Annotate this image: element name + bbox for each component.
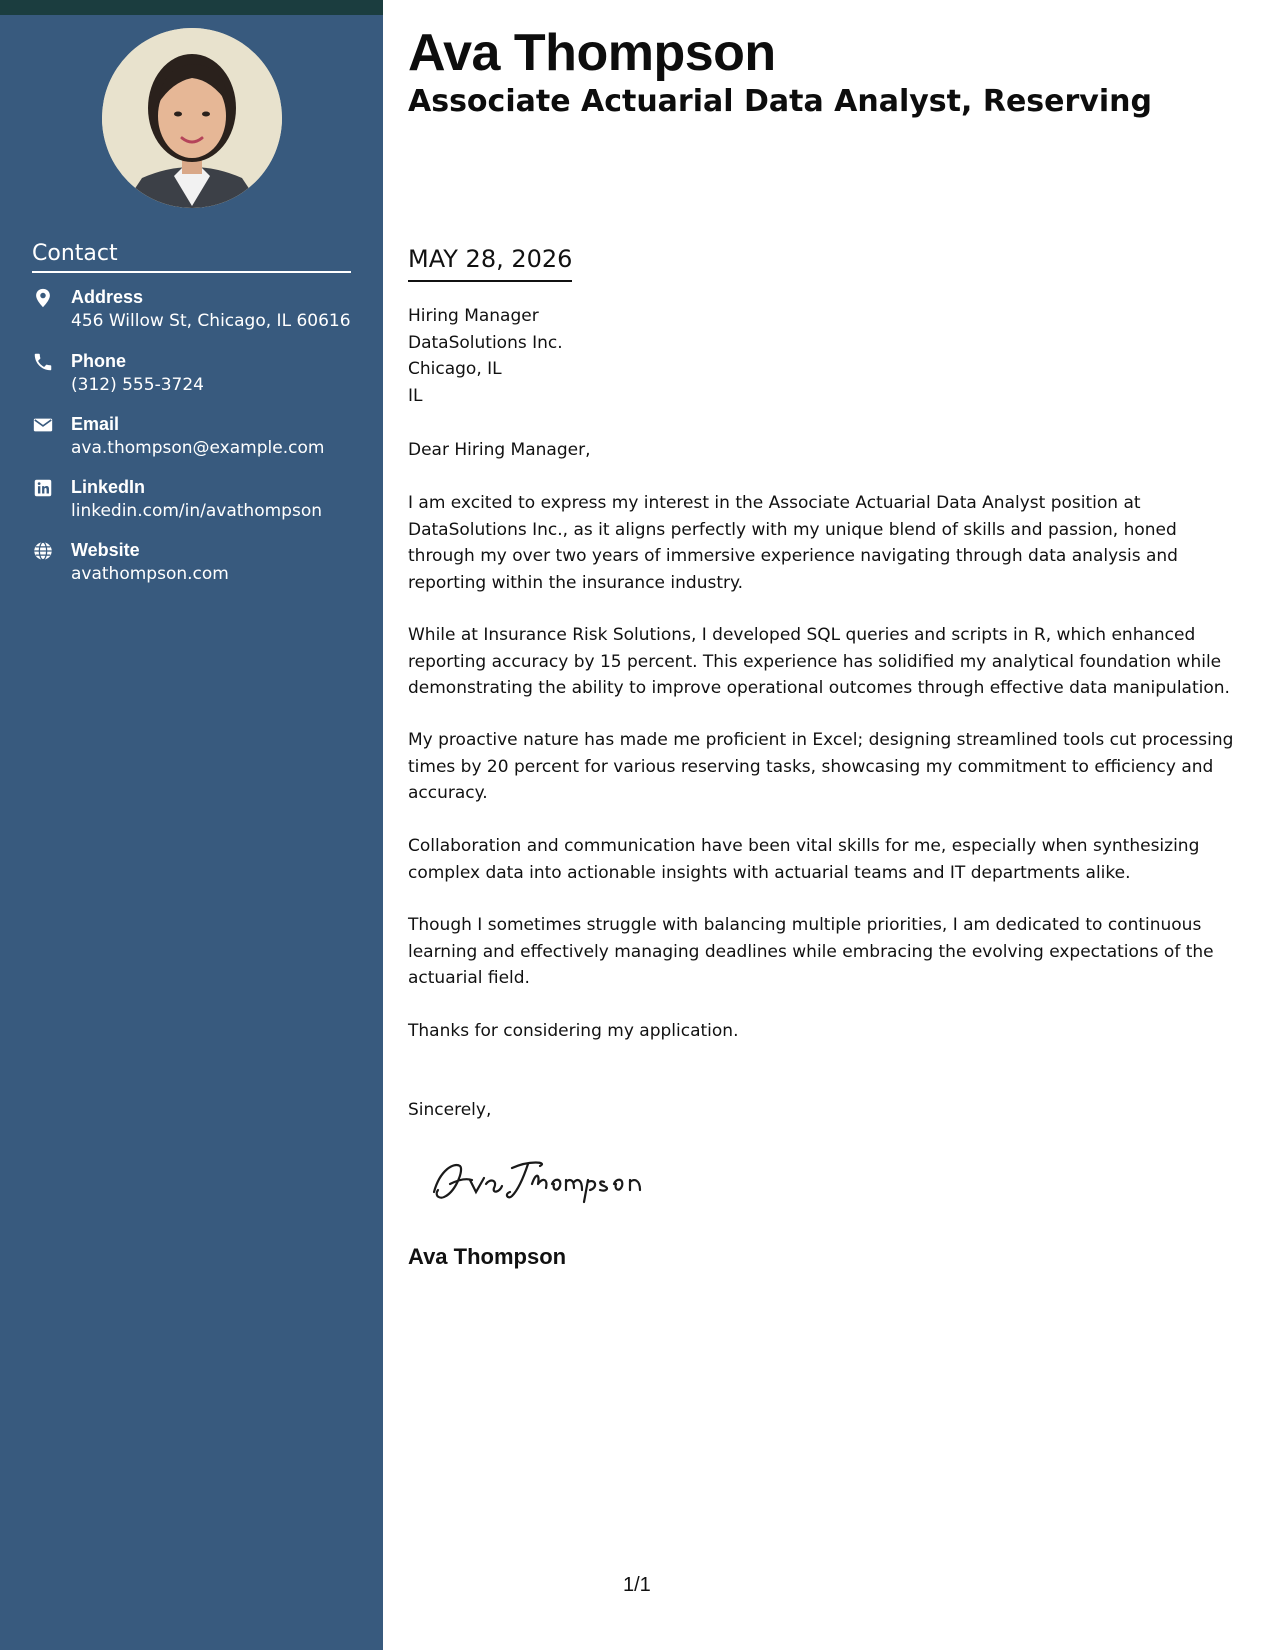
recipient-line: DataSolutions Inc. — [408, 332, 563, 353]
letter-date: MAY 28, 2026 — [408, 243, 572, 282]
recipient-line: IL — [408, 385, 423, 406]
recipient-line: Hiring Manager — [408, 306, 539, 326]
recipient-line: Chicago, IL — [408, 359, 502, 379]
contact-value: ava.thompson@example.com — [71, 438, 325, 458]
job-title: Associate Actuarial Data Analyst, Reserving — [408, 84, 1152, 119]
recipient-block — [408, 303, 563, 409]
envelope-icon — [32, 414, 54, 436]
contact-value: (312) 555-3724 — [71, 375, 204, 395]
salutation: Dear Hiring Manager, — [408, 440, 591, 460]
map-pin-icon — [32, 287, 54, 309]
contact-value: 456 Willow St, Chicago, IL 60616 — [71, 311, 351, 331]
contact-label: Website — [71, 540, 140, 560]
contact-value: avathompson.com — [71, 564, 229, 584]
contact-heading: Contact — [32, 240, 351, 273]
contact-label: Address — [71, 287, 144, 307]
contact-value: linkedin.com/in/avathompson — [71, 501, 322, 521]
signature-text: Ava Thompson — [420, 1150, 428, 1151]
body-paragraph: While at Insurance Risk Solutions, I developed SQL queries and scripts in R, which enhanced reporting accuracy by 15 percent. This experience has solidified my analytical foundation while demonstrating the ability to improve operational outcomes through effective data manipulation. — [408, 625, 1230, 698]
signer-name: Ava Thompson — [408, 1244, 567, 1269]
body-paragraph: Though I sometimes struggle with balancing multiple priorities, I am dedicated to continuous learning and effectively managing deadlines while embracing the evolving expectations of the actuarial field. — [408, 915, 1214, 988]
globe-icon — [32, 540, 54, 562]
applicant-name: Ava Thompson — [408, 24, 776, 82]
phone-icon — [32, 351, 54, 373]
body-paragraph: Collaboration and communication have been vital skills for me, especially when synthesizing complex data into actionable insights with actuarial teams and IT departments alike. — [408, 836, 1200, 883]
linkedin-icon — [32, 477, 54, 499]
contact-label: Email — [71, 414, 120, 434]
body-paragraph: I am excited to express my interest in the Associate Actuarial Data Analyst position at DataSolutions Inc., as it aligns perfectly with my unique blend of skills and passion, honed through my over two years of immersive experience navigating through data analysis and reporting within the insurance industry. — [408, 493, 1178, 593]
closing-note: Thanks for considering my application. — [408, 1021, 739, 1041]
contact-label: Phone — [71, 351, 127, 371]
page-number: 1/1 — [623, 1574, 651, 1596]
sidebar-top-strip — [0, 0, 383, 15]
body-paragraph: My proactive nature has made me proficient in Excel; designing streamlined tools cut processing times by 20 percent for various reserving tasks, showcasing my commitment to efficiency and accuracy. — [408, 730, 1234, 803]
signature-image — [420, 1150, 660, 1210]
avatar — [102, 28, 282, 208]
sign-off: Sincerely, — [408, 1100, 492, 1120]
contact-label: LinkedIn — [71, 477, 146, 497]
